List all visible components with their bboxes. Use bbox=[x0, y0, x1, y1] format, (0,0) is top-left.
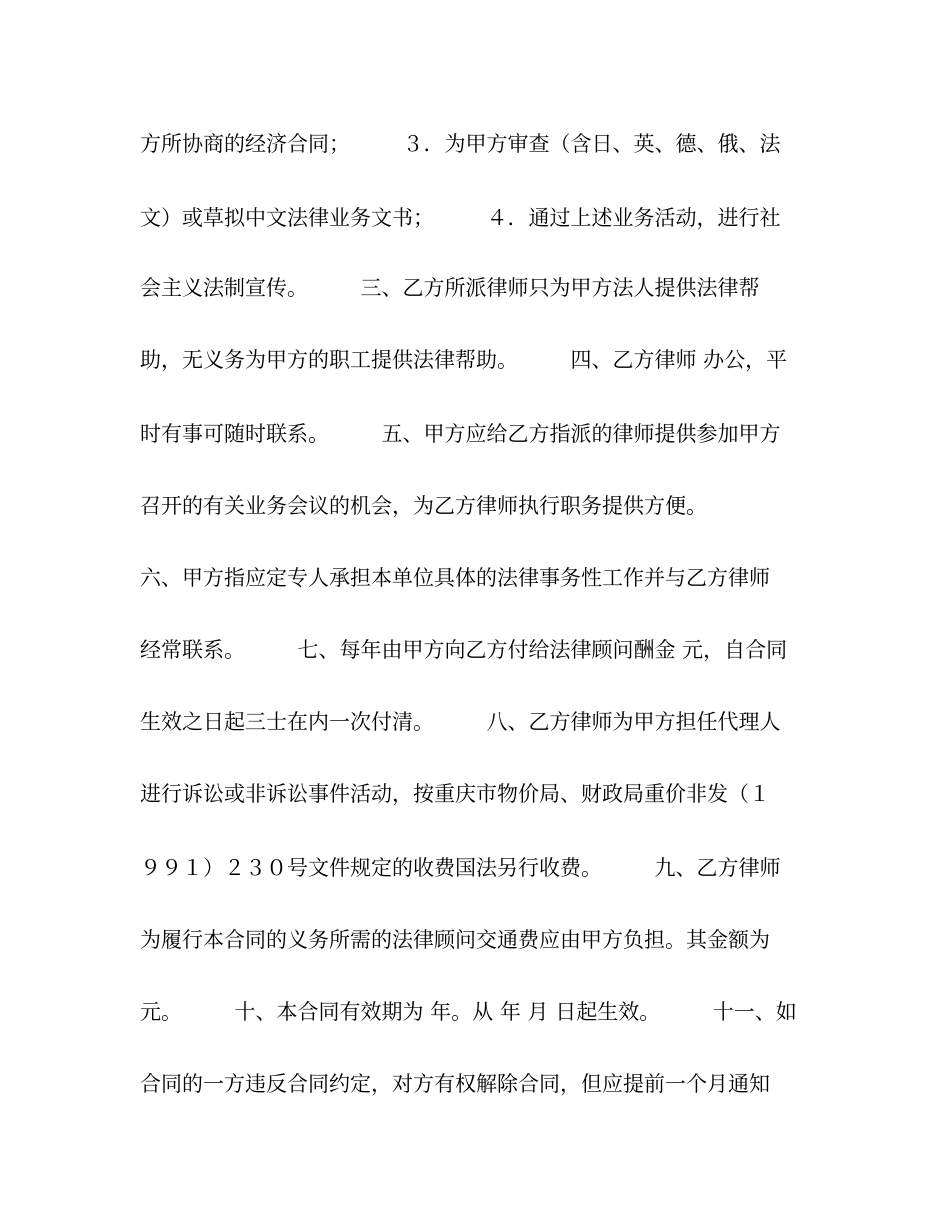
text-line: 生效之日起三士在内一次付清。 八、乙方律师为甲方担任代理人 bbox=[140, 710, 781, 734]
text-line: 进行诉讼或非诉讼事件活动，按重庆市物价局、财政局重价非发（１ bbox=[140, 782, 770, 806]
text-line: 时有事可随时联系。 五、甲方应给乙方指派的律师提供参加甲方 bbox=[140, 422, 781, 446]
text-line: 元。 十、本合同有效期为 年。从 年 月 日起生效。 十一、如 bbox=[140, 1000, 797, 1024]
text-line: 助，无义务为甲方的职工提供法律帮助。 四、乙方律师 办公，平 bbox=[140, 348, 788, 372]
text-line: 方所协商的经济合同； ３．为甲方审查（含日、英、德、俄、法 bbox=[140, 132, 781, 156]
text-line: 经常联系。 七、每年由甲方向乙方付给法律顾问酬金 元，自合同 bbox=[140, 638, 788, 662]
text-line: 文）或草拟中文法律业务文书； ４．通过上述业务活动，进行社 bbox=[140, 206, 781, 230]
text-line: 会主义法制宣传。 三、乙方所派律师只为甲方法人提供法律帮 bbox=[140, 276, 760, 300]
text-line: 为履行本合同的义务所需的法律顾问交通费应由甲方负担。其金额为 bbox=[140, 928, 770, 952]
text-line: 合同的一方违反合同约定，对方有权解除合同，但应提前一个月通知 bbox=[140, 1072, 770, 1096]
text-line: 六、甲方指应定专人承担本单位具体的法律事务性工作并与乙方律师 bbox=[140, 566, 770, 590]
text-line: 召开的有关业务会议的机会，为乙方律师执行职务提供方便。 bbox=[140, 494, 707, 518]
text-line: ９９１）２３０号文件规定的收费国法另行收费。 九、乙方律师 bbox=[140, 856, 781, 880]
